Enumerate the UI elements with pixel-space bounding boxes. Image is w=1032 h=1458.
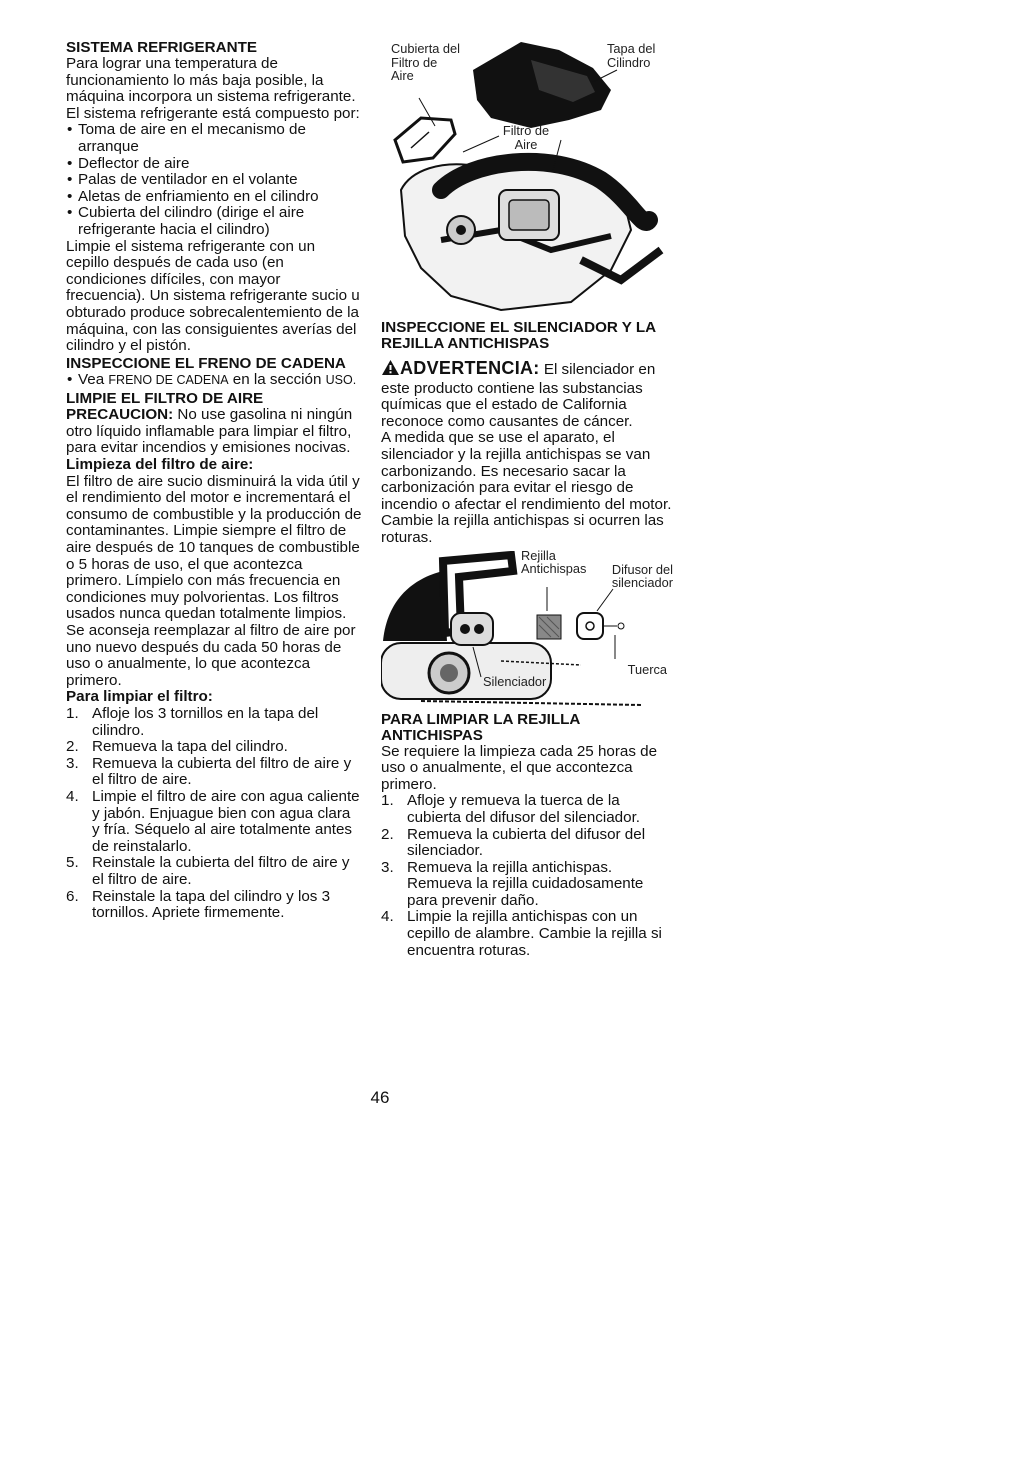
list-item: • Aletas de enfriamiento en el cilindro [66, 189, 362, 206]
air-filter-heading: LIMPIE EL FILTRO DE AIRE [66, 390, 264, 408]
step-text: Afloje los 3 tornillos en la tapa del cilindro. [92, 704, 319, 739]
list-item [66, 739, 362, 756]
cooling-parts-list [66, 122, 362, 238]
step-number: 2. [66, 738, 79, 756]
cooling-system-heading: SISTEMA REFRIGERANTE [66, 39, 257, 56]
list-item: • Palas de ventilador en el volante [66, 172, 362, 189]
muffler-replace-text: Cambie la rejilla antichispas si ocurren las roturas. [381, 512, 664, 546]
cooling-cleaning-text: Limpie el sistema refrigerante con un cepillo después de cada uso (en condiciones difíciles, con mayor frecuencia). Un sistema refrigerante sucio u obturado produce sobrecalentemiento de la máquina, con las consiguientes averías del cilindro y el pistón. [66, 237, 360, 355]
filter-cleaning-subheading: Limpieza del filtro de aire: [66, 456, 254, 474]
step-number: 1. [381, 792, 394, 810]
right-column [381, 40, 673, 959]
label-nut: Tuerca [627, 661, 667, 677]
list-item [381, 793, 673, 826]
label-air-filter: Filtro de Aire [502, 123, 550, 152]
label-diffuser: Difusor del silenciador [611, 561, 673, 591]
spark-screen-intro: Se requiere la limpieza cada 25 horas de uso o anualmente, el que accontezca primero. [381, 742, 658, 793]
list-item [66, 756, 362, 789]
filter-steps-subheading: Para limpiar el filtro: [66, 688, 213, 706]
step-number: 1. [66, 704, 79, 722]
cooling-intro: Para lograr una temperatura de funcionamiento lo más baja posible, la máquina incorpora un sistema refrigerante. [66, 55, 356, 106]
list-item: • Deflector de aire [66, 156, 362, 173]
list-item: • Cubierta del cilindro (dirige el aire refrigerante hacia el cilindro) [66, 205, 362, 238]
list-item [66, 855, 362, 888]
warning-text: El silenciador en este producto contiene las substancias químicas que el estado de California reconoce como causantes de cáncer. [381, 361, 656, 430]
muffler-figure [381, 547, 673, 711]
list-item [381, 860, 673, 910]
warning-paragraph [381, 359, 673, 430]
list-item [66, 889, 362, 922]
spark-screen-heading: PARA LIMPIAR LA REJILLA ANTICHISPAS [381, 710, 580, 744]
step-number: 3. [381, 858, 394, 876]
list-item [381, 827, 673, 860]
list-item [66, 372, 362, 389]
caution-paragraph [66, 407, 362, 457]
step-text: Limpie el filtro de aire con agua caliente y jabón. Enjuague bien con agua clara y fría. Séquelo al aire totalmente antes de reinstalarlo. [92, 787, 360, 855]
filter-cleaning-text: El filtro de aire sucio disminuirá la vida útil y el rendimiento del motor e incrementará el consumo de combustible y la producción de contaminantes. Limpie siempre el filtro de aire después de 10 tanques de combustible o 5 horas de uso, el que acontezca primero. Límpielo con más frecuencia en condiciones muy polvorientas. Los filtros usados nunca quedan totalmente limpios. Se aconseja reemplazar al filtro de aire por uno nuevo después du cada 50 horas de uso o anualmente, lo que acontezca primero. [66, 472, 362, 689]
text-span: en la sección [228, 370, 326, 388]
warning-label: ADVERTENCIA: [400, 358, 540, 378]
label-muffler: Silenciador [483, 673, 547, 689]
spark-screen-steps [381, 793, 673, 959]
step-text: Remueva la cubierta del difusor del silenciador. [407, 825, 646, 860]
page-number: 46 [370, 1088, 390, 1107]
step-text: Remueva la cubierta del filtro de aire y el filtro de aire. [92, 754, 352, 789]
muffler-heading: INSPECCIONE EL SILENCIADOR Y LA REJILLA ANTICHISPAS [381, 319, 656, 352]
label-filter-cover: Cubierta del Filtro de Aire [391, 41, 461, 83]
chain-brake-list [66, 372, 362, 389]
step-number: 4. [66, 787, 79, 805]
list-item [66, 706, 362, 739]
label-cylinder-cap: Tapa del Cilindro [607, 41, 656, 70]
step-number: 2. [381, 825, 394, 843]
step-text: Limpie la rejilla antichispas con un cepillo de alambre. Cambie la rejilla si encuentra roturas. [407, 908, 662, 959]
list-item: • Toma de aire en el mecanismo de arranque [66, 122, 362, 155]
text-span: Vea [78, 370, 109, 388]
step-number: 5. [66, 854, 79, 872]
label-spark-screen: Rejilla Antichispas [521, 547, 587, 577]
step-text: Reinstale la tapa del cilindro y los 3 tornillos. Apriete firmemente. [92, 887, 331, 922]
step-text: Remueva la tapa del cilindro. [92, 738, 288, 756]
step-number: 6. [66, 887, 79, 905]
air-filter-figure [381, 40, 673, 318]
caution-text: No use gasolina ni ningún otro líquido inflamable para limpiar el filtro, para evitar incendios y emisiones nocivas. [66, 406, 353, 457]
warning-icon [381, 359, 400, 381]
chain-brake-heading: INSPECCIONE EL FRENO DE CADENA [66, 354, 346, 372]
step-text: Remueva la rejilla antichispas. Remueva la rejilla cuidadosamente para prevenir daño. [407, 858, 644, 909]
ref-chain-brake: FRENO DE CADENA [108, 372, 229, 387]
muffler-carbon-text: A medida que se use el aparato, el silenciador y la rejilla antichispas se van carbonizando. Es necesario sacar la carbonización para evitar el riesgo de incendio o afectar el rendimiento del motor. [381, 429, 672, 513]
step-text: Afloje y remueva la tuerca de la cubierta del difusor del silenciador. [407, 792, 641, 826]
list-item [66, 789, 362, 855]
cooling-composition: El sistema refrigerante está compuesto por: [66, 104, 360, 122]
step-number: 4. [381, 908, 394, 926]
left-column [66, 40, 362, 922]
caution-label: PRECAUCION: [66, 406, 174, 424]
list-item [381, 909, 673, 959]
filter-steps-list [66, 706, 362, 922]
step-number: 3. [66, 754, 79, 772]
step-text: Reinstale la cubierta del filtro de aire y el filtro de aire. [92, 854, 350, 888]
ref-use-section: USO. [325, 372, 357, 387]
